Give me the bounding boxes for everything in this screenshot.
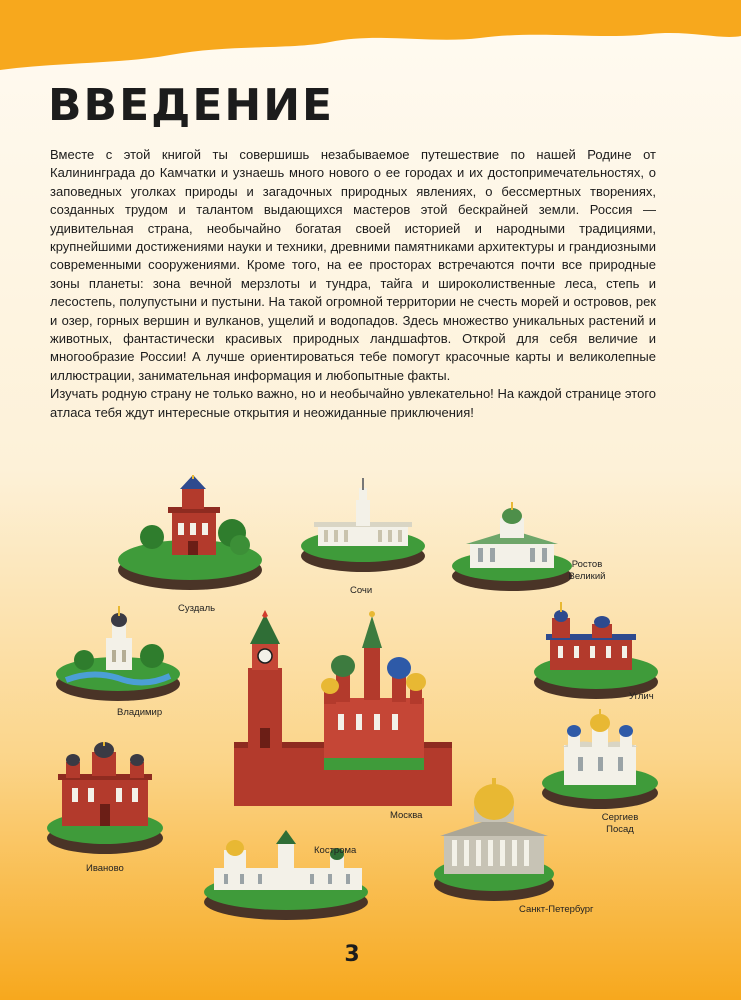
suzdal-label: Суздаль (178, 603, 216, 614)
sochi-illustration (298, 478, 428, 578)
page-title: ВВЕДЕНИЕ (48, 80, 335, 131)
ivanovo-label: Иваново (86, 863, 124, 874)
rostov-label: Ростов Великий (568, 559, 606, 582)
page-number: 3 (344, 942, 360, 967)
moskva-illustration (232, 608, 454, 808)
spb-illustration (430, 778, 558, 906)
intro-paragraph: Вместе с этой книгой ты совершишь незабываемое путешествие по нашей Родине от Калининграда до Камчатки и узнаешь много нового о ее городах и их достопримечательностях, о заповедных уголках природы и загадочных природных явлениях, о бессмертных творениях, созданных трудом и талантом выдающихся мастеров этой бескрайней земли. Россия — удивительная страна, необычайно богатая своей историей и народными традициями, крупнейшими достижениями науки и техники, древними памятниками архитектуры и грандиозными современными сооружениями. Кроме того, на ее просторах встречаются почти все природные зоны планеты: зона вечной мерзлоты и тундра, тайга и широколиственные леса, степь и лесостепь, полупустыни и пустыни. На такой огромной территории не счесть морей и островов, рек и озер, горных вершин и вулканов, ущелий и водопадов. Здесь множество уникальных растений и животных, фантастически красивых природных ландшафтов. Открой для себя величие и многообразие России! А лучше ориентироваться тебе помогут красочные карты и великолепные иллюстрации, занимательная информация и любопытные факты. (50, 147, 656, 383)
kostroma-label: Кострома (314, 845, 357, 856)
intro-paragraph: Изучать родную страну не только важно, но и необычайно увлекательно! На каждой странице этого атласа тебя ждут интересные открытия и неожиданные приключения! (50, 386, 656, 420)
vladimir-label: Владимир (117, 707, 163, 718)
vladimir-illustration (52, 598, 184, 706)
rostov-illustration (448, 500, 576, 595)
intro-text (50, 146, 656, 422)
suzdal-illustration (110, 475, 270, 600)
spb-label: Санкт-Петербург (519, 904, 594, 915)
uglich-label: Углич (629, 691, 654, 702)
sergiev-label: Сергиев Посад (601, 812, 639, 835)
moskva-label: Москва (390, 810, 423, 821)
uglich-illustration (530, 598, 662, 706)
sochi-label: Сочи (350, 585, 373, 596)
ivanovo-illustration (44, 742, 166, 860)
